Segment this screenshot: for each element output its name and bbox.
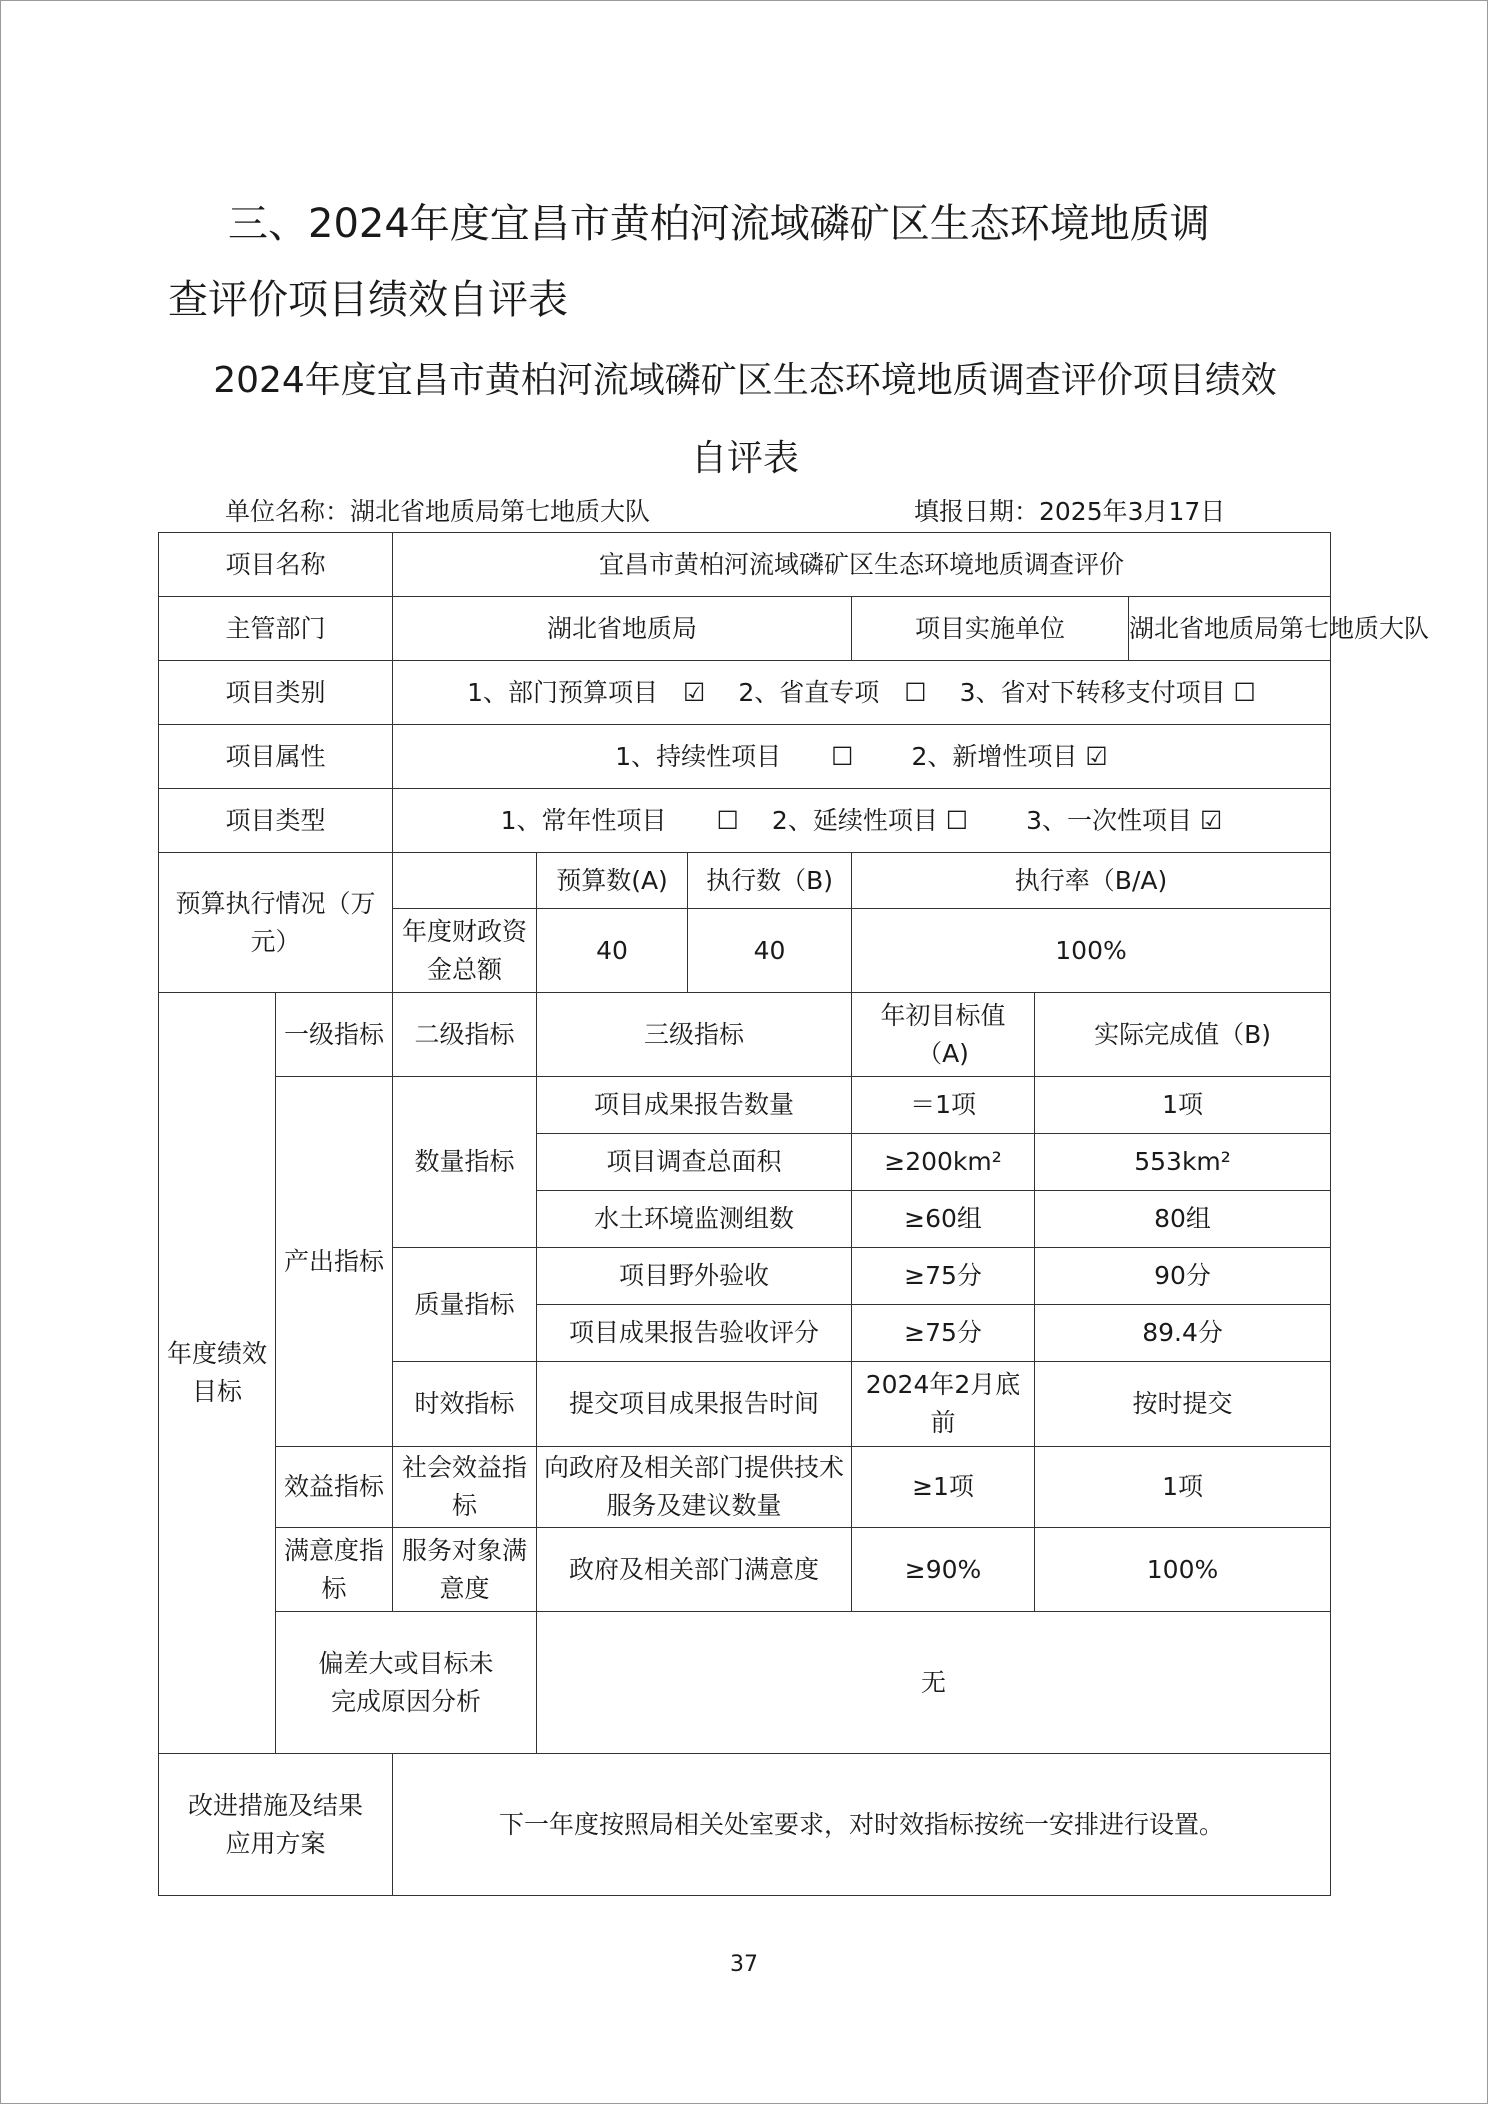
section-heading	[168, 186, 1268, 338]
impl-unit-label: 项目实施单位	[852, 597, 1129, 661]
budget-b: 40	[688, 909, 852, 993]
indicator-name: 向政府及相关部门提供技术服务及建议数量	[537, 1447, 852, 1528]
indicator-actual: 553km²	[1035, 1134, 1331, 1191]
budget-a: 40	[537, 909, 688, 993]
page-number: 37	[730, 1952, 758, 1977]
attr-option-2: 2、新增性项目 ☑	[911, 741, 1108, 771]
indicator-target: ≥1项	[852, 1447, 1035, 1528]
indicator-actual: 1项	[1035, 1447, 1331, 1528]
fill-date: 填报日期：2025年3月17日	[914, 497, 1226, 526]
satisfaction-indicator-label: 满意度指标	[276, 1528, 393, 1612]
indicator-name: 项目调查总面积	[537, 1134, 852, 1191]
section-heading-line2: 查评价项目绩效自评表	[168, 277, 568, 323]
budget-rate: 100%	[852, 909, 1331, 993]
project-name-value: 宜昌市黄柏河流域磷矿区生态环境地质调查评价	[393, 533, 1331, 597]
impl-unit-value: 湖北省地质局第七地质大队	[1129, 597, 1331, 661]
perf-header-level2: 二级指标	[393, 993, 537, 1077]
project-name-label: 项目名称	[159, 533, 393, 597]
perf-label: 年度绩效目标	[159, 993, 276, 1754]
indicator-name: 提交项目成果报告时间	[537, 1362, 852, 1447]
budget-col-a: 预算数(A)	[537, 853, 688, 909]
deviation-label: 偏差大或目标未完成原因分析	[276, 1612, 537, 1754]
indicator-target: ≥75分	[852, 1305, 1035, 1362]
section-heading-line1: 三、2024年度宜昌市黄柏河流域磷矿区生态环境地质调	[228, 201, 1210, 247]
type-option-3: 3、一次性项目 ☑	[1026, 805, 1223, 835]
table-title	[160, 342, 1330, 498]
attr-label: 项目属性	[159, 725, 393, 789]
improvement-label: 改进措施及结果应用方案	[159, 1754, 393, 1896]
indicator-target: ＝1项	[852, 1077, 1035, 1134]
indicator-target: ≥75分	[852, 1248, 1035, 1305]
attr-option-1: 1、持续性项目 ☐	[615, 741, 854, 771]
indicator-target: 2024年2月底前	[852, 1362, 1035, 1447]
indicator-target: ≥60组	[852, 1191, 1035, 1248]
indicator-actual: 89.4分	[1035, 1305, 1331, 1362]
indicator-actual: 90分	[1035, 1248, 1331, 1305]
table-title-line2: 自评表	[690, 438, 799, 479]
indicator-actual: 按时提交	[1035, 1362, 1331, 1447]
benefit-indicator-label: 效益指标	[276, 1447, 393, 1528]
dept-label: 主管部门	[159, 597, 393, 661]
perf-header-actual: 实际完成值（B)	[1035, 993, 1331, 1077]
self-evaluation-table	[158, 532, 1430, 1896]
quality-indicator-label: 质量指标	[393, 1248, 537, 1362]
type-label: 项目类型	[159, 789, 393, 853]
budget-col-b: 执行数（B)	[688, 853, 852, 909]
service-satisfaction-label: 服务对象满意度	[393, 1528, 537, 1612]
indicator-actual: 80组	[1035, 1191, 1331, 1248]
type-option-1: 1、常年性项目 ☐	[500, 805, 739, 835]
category-options	[393, 661, 1331, 725]
category-option-1: 1、部门预算项目 ☑	[467, 677, 706, 707]
dept-value: 湖北省地质局	[393, 597, 852, 661]
category-option-3: 3、省对下转移支付项目 ☐	[959, 677, 1256, 707]
type-options	[393, 789, 1331, 853]
indicator-name: 项目成果报告数量	[537, 1077, 852, 1134]
attr-options	[393, 725, 1331, 789]
improvement-value: 下一年度按照局相关处室要求，对时效指标按统一安排进行设置。	[393, 1754, 1331, 1896]
budget-empty-cell	[393, 853, 537, 909]
category-label: 项目类别	[159, 661, 393, 725]
indicator-target: ≥200km²	[852, 1134, 1035, 1191]
budget-row-label: 年度财政资金总额	[393, 909, 537, 993]
quantity-indicator-label: 数量指标	[393, 1077, 537, 1248]
perf-header-level3: 三级指标	[537, 993, 852, 1077]
time-indicator-label: 时效指标	[393, 1362, 537, 1447]
indicator-name: 水土环境监测组数	[537, 1191, 852, 1248]
social-benefit-label: 社会效益指标	[393, 1447, 537, 1528]
unit-name: 单位名称：湖北省地质局第七地质大队	[225, 497, 651, 526]
output-indicator-label: 产出指标	[276, 1077, 393, 1447]
budget-col-rate: 执行率（B/A)	[852, 853, 1331, 909]
indicator-name: 项目成果报告验收评分	[537, 1305, 852, 1362]
table-title-line1: 2024年度宜昌市黄柏河流域磷矿区生态环境地质调查评价项目绩效	[213, 360, 1277, 401]
budget-label: 预算执行情况（万元）	[159, 853, 393, 993]
indicator-name: 政府及相关部门满意度	[537, 1528, 852, 1612]
indicator-target: ≥90%	[852, 1528, 1035, 1612]
perf-header-level1: 一级指标	[276, 993, 393, 1077]
perf-header-target: 年初目标值（A)	[852, 993, 1035, 1077]
indicator-actual: 100%	[1035, 1528, 1331, 1612]
type-option-2: 2、延续性项目 ☐	[771, 805, 969, 835]
indicator-actual: 1项	[1035, 1077, 1331, 1134]
indicator-name: 项目野外验收	[537, 1248, 852, 1305]
deviation-value: 无	[537, 1612, 1331, 1754]
category-option-2: 2、省直专项 ☐	[738, 677, 927, 707]
